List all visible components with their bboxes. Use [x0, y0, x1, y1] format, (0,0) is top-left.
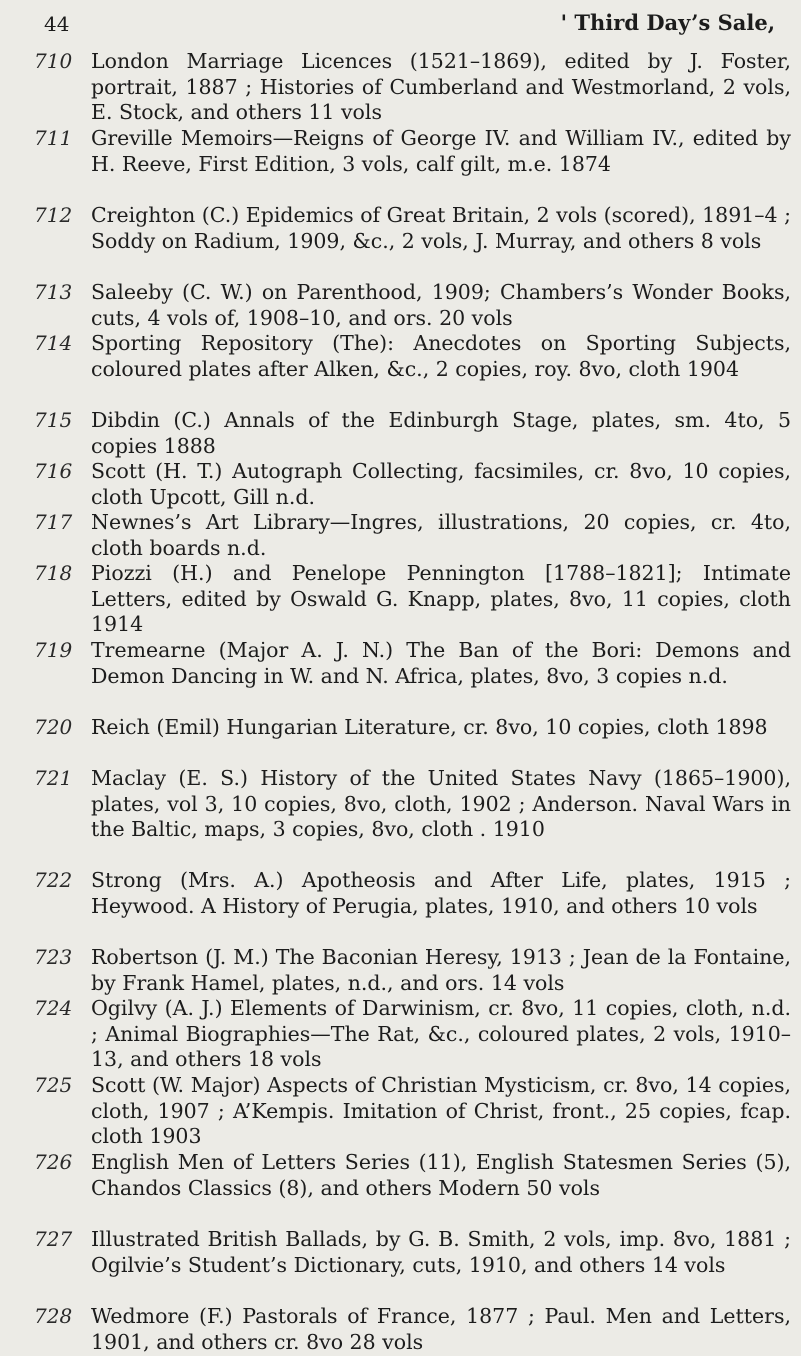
- lot-description: Scott (W. Major) Aspects of Christian Mysticism, cr. 8vo, 14 copies, cloth, 1907 ; A’Kempis. Imitation of Christ, front., 25 copies, fcap. cloth 1903: [91, 1073, 791, 1148]
- lot-number: 713: [34, 280, 73, 304]
- lot-entry: [0, 1073, 801, 1150]
- lot-entry: [0, 561, 801, 638]
- lot-entry: [0, 1150, 801, 1227]
- lot-entry: [0, 203, 801, 280]
- lot-entry: [0, 945, 801, 996]
- lot-description: Sporting Repository (The): Anecdotes on Sporting Subjects, coloured plates after Alken, &c., 2 copies, roy. 8vo, cloth 1904: [91, 331, 791, 381]
- lot-description: Piozzi (H.) and Penelope Pennington [1788–1821]; Intimate Letters, edited by Oswald G. Knapp, plates, 8vo, 11 copies, cloth 1914: [91, 561, 791, 636]
- lot-number: 710: [34, 49, 73, 73]
- running-title: ' Third Day’s Sale,: [560, 10, 775, 35]
- page-header: [0, 0, 801, 40]
- lot-entry: [0, 331, 801, 408]
- lot-number: 722: [34, 868, 73, 892]
- lot-entry: [0, 638, 801, 715]
- lot-entry: [0, 868, 801, 945]
- lot-number: 724: [34, 996, 73, 1020]
- lot-description: Greville Memoirs—Reigns of George IV. and William IV., edited by H. Reeve, First Edition, 3 vols, calf gilt, m.e. 1874: [91, 126, 791, 176]
- lot-entry: [0, 280, 801, 331]
- lot-description: Robertson (J. M.) The Baconian Heresy, 1913 ; Jean de la Fontaine, by Frank Hamel, plates, n.d., and ors. 14 vols: [91, 945, 791, 995]
- lot-description: Reich (Emil) Hungarian Literature, cr. 8vo, 10 copies, cloth 1898: [91, 715, 768, 739]
- lot-entry: [0, 408, 801, 459]
- lot-entry: [0, 715, 801, 766]
- lot-description: Maclay (E. S.) History of the United States Navy (1865–1900), plates, vol 3, 10 copies, 8vo, cloth, 1902 ; Anderson. Naval Wars in the Baltic, maps, 3 copies, 8vo, cloth . 1910: [91, 766, 791, 841]
- lot-description: Ogilvy (A. J.) Elements of Darwinism, cr. 8vo, 11 copies, cloth, n.d. ; Animal Biographies—The Rat, &c., coloured plates, 2 vols, 1910–13, and others 18 vols: [91, 996, 791, 1071]
- lot-entry: [0, 126, 801, 203]
- lot-number: 725: [34, 1073, 73, 1097]
- lot-description: Creighton (C.) Epidemics of Great Britain, 2 vols (scored), 1891–4 ; Soddy on Radium, 1909, &c., 2 vols, J. Murray, and others 8 vols: [91, 203, 791, 253]
- lot-description: Strong (Mrs. A.) Apotheosis and After Life, plates, 1915 ; Heywood. A History of Perugia, plates, 1910, and others 10 vols: [91, 868, 791, 918]
- lot-entry: [0, 49, 801, 126]
- lot-description: Dibdin (C.) Annals of the Edinburgh Stage, plates, sm. 4to, 5 copies 1888: [91, 408, 791, 458]
- lot-number: 718: [34, 561, 73, 585]
- lot-number: 728: [34, 1304, 73, 1328]
- lot-description: Saleeby (C. W.) on Parenthood, 1909; Chambers’s Wonder Books, cuts, 4 vols of, 1908–10, and ors. 20 vols: [91, 280, 791, 330]
- lot-entry: [0, 510, 801, 561]
- lot-entry: [0, 1227, 801, 1304]
- lot-entry: [0, 996, 801, 1073]
- lot-description: London Marriage Licences (1521–1869), edited by J. Foster, portrait, 1887 ; Histories of Cumberland and Westmorland, 2 vols, E. Stock, and others 11 vols: [91, 49, 791, 124]
- lot-number: 714: [34, 331, 73, 355]
- lot-number: 723: [34, 945, 73, 969]
- lot-number: 712: [34, 203, 73, 227]
- lot-entry: [0, 459, 801, 510]
- lot-number: 716: [34, 459, 73, 483]
- lot-number: 719: [34, 638, 73, 662]
- lot-entry: [0, 1304, 801, 1355]
- lot-description: Tremearne (Major A. J. N.) The Ban of the Bori: Demons and Demon Dancing in W. and N. Africa, plates, 8vo, 3 copies n.d.: [91, 638, 791, 688]
- lot-description: English Men of Letters Series (11), English Statesmen Series (5), Chandos Classics (8), and others Modern 50 vols: [91, 1150, 791, 1200]
- page-number: 44: [44, 12, 70, 36]
- lot-number: 727: [34, 1227, 73, 1251]
- lot-number: 711: [34, 126, 73, 150]
- lot-description: Newnes’s Art Library—Ingres, illustrations, 20 copies, cr. 4to, cloth boards n.d.: [91, 510, 791, 560]
- lot-description: Illustrated British Ballads, by G. B. Smith, 2 vols, imp. 8vo, 1881 ; Ogilvie’s Student’s Dictionary, cuts, 1910, and others 14 vols: [91, 1227, 791, 1277]
- lot-entry: [0, 766, 801, 868]
- lot-number: 715: [34, 408, 73, 432]
- lot-number: 717: [34, 510, 73, 534]
- lot-number: 721: [34, 766, 73, 790]
- lot-number: 720: [34, 715, 73, 739]
- lot-description: Scott (H. T.) Autograph Collecting, facsimiles, cr. 8vo, 10 copies, cloth Upcott, Gill n.d.: [91, 459, 791, 509]
- lot-description: Wedmore (F.) Pastorals of France, 1877 ; Paul. Men and Letters, 1901, and others cr. 8vo 28 vols: [91, 1304, 791, 1354]
- lot-list: [0, 49, 801, 1355]
- lot-number: 726: [34, 1150, 73, 1174]
